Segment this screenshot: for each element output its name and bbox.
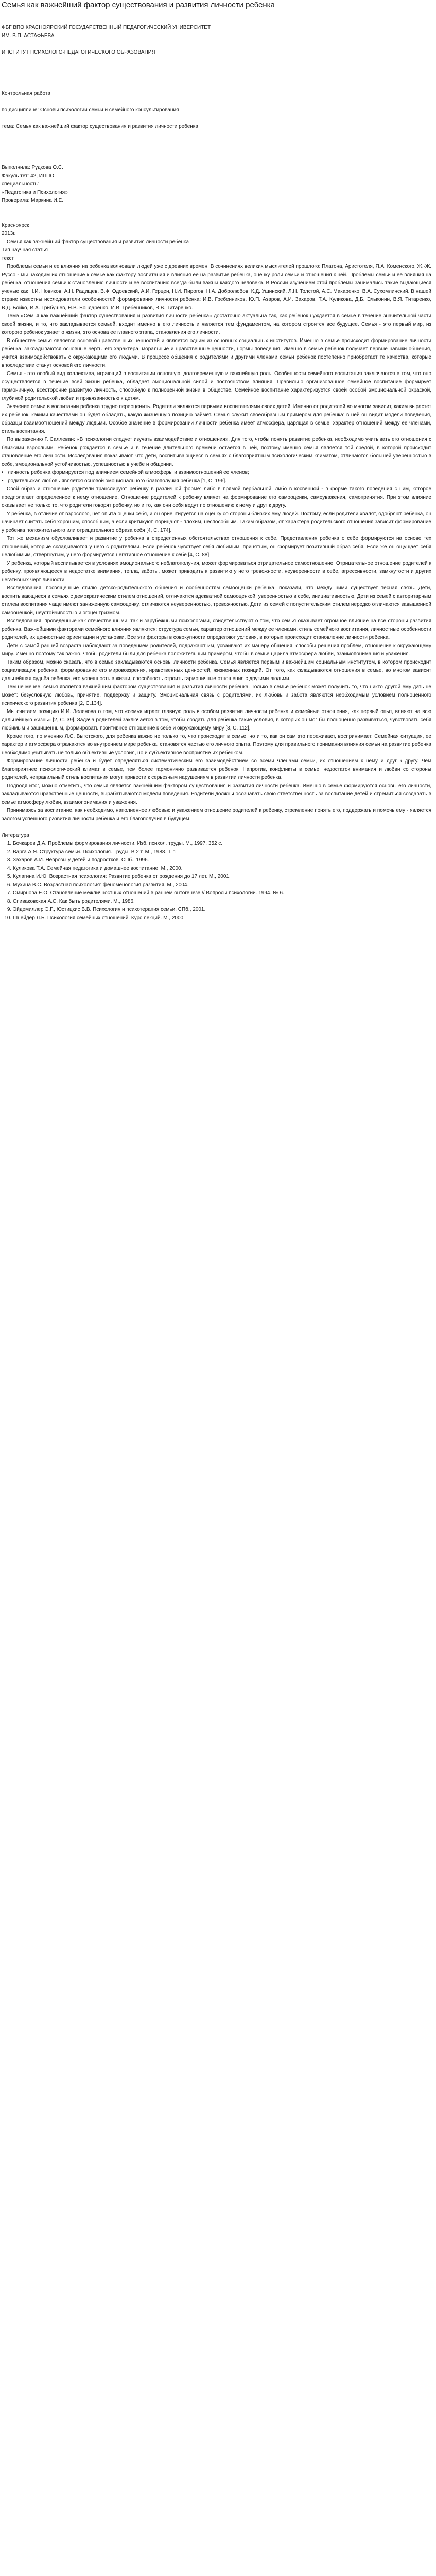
document-body: [2, 24, 431, 922]
paragraph: Формирование личности ребенка и будет определяться систематическим его взаимодействием со всеми членами семьи, их отношением к нему и друг к другу. Чем благоприятнее психологический климат в семье, тем более гармонично развивается ребенок. Напротив, конфликты в семье, недостаток внимания и любви со стороны родителей, неправильный стиль воспитания могут привести к серьезным нарушениям в развитии личности ребенка.: [2, 758, 431, 781]
paragraph: Тем не менее, семья является важнейшим фактором существования и развития личности ребенка. Только в семье ребенок может получить то, что никто другой ему дать не может: безусловную любовь, принятие, поддержку и защиту. Эмоциональная связь с родителями, их любовь и забота являются необходимым условием полноценного психического развития ребенка [2, С.134].: [2, 684, 431, 706]
checked-by: Проверила: Маркина И.Е.: [2, 198, 63, 204]
reference-item: 5. Кулагина И.Ю. Возрастная психология: Развитие ребенка от рождения до 17 лет. М., 2001.: [13, 873, 431, 881]
paragraph: По выражению Г. Саллеван: «В психологии следует изучать взаимодействие и отношения». Для того, чтобы понять развитие ребенка, необходимо учитывать его отношения с близкими взрослыми. Ребенок рождается в семье и в течение длительного времени остается в ней, поэтому именно семья является той средой, в которой происходит становление его личности. Исследования показывают, что дети, воспитывающиеся в семьях с благоприятным психологическим климатом, отличаются большей уверенностью в себе, эмоциональной устойчивостью, успешностью в учебе и общении.: [2, 437, 431, 467]
paragraph: Тема «Семья как важнейший фактор существования и развития личности ребенка» достаточно актуальна так, как ребенок нуждается в семье в течение значительной части своей жизни, и то, что закладывается семьей, входит именно в его личность и является тем фундаментом, на котором строится все будущее. Семья - это первый мир, из которого ребенок узнает о жизни, это основа ее главного этапа, становления его личности.: [2, 313, 431, 335]
paragraph: В обществе семья является основой нравственных ценностей и является одним из основных социальных институтов. Именно в семье происходит формирование личности ребенка, закладываются основные черты его характера, моральные и нравственные ценности, нормы поведения. Именно в семье ребенок получает первые навыки общения, учится взаимодействовать с окружающими его людьми. В процессе общения с родителями и другими членами семьи ребенок постепенно приобретает те качества, которые впоследствии станут основой его личности.: [2, 338, 431, 368]
list-item: • личность ребенка формируется под влиянием семейной атмосферы и взаимоотношений ее членов;: [8, 469, 431, 477]
city: Красноярск: [2, 223, 29, 228]
paragraph: Тот же механизм обусловливает и развитие у ребенка в определенных обстоятельствах отношения к себе. Представления ребенка о себе формируются на основе тех отношений, которые складываются у него с родителями. Если ребенок чувствует себя любимым, принятым, он формирует позитивный образ себя. Если же он ощущает себя нелюбимым, отвергнутым, у него формируется негативное отношение к себе [4, С. 88].: [2, 536, 431, 558]
reference-item: 10. Шнейдер Л.Б. Психология семейных отношений. Курс лекций. М., 2000.: [13, 914, 431, 922]
paragraph: Принимаясь за воспитание, как необходимо, наполненное любовью и уважением отношение родителей к ребенку, стремление понять его, поддержать и помочь ему - является залогом успешного развития личности ребенка и его благополучия в будущем.: [2, 808, 431, 822]
topic: тема: Семья как важнейший фактор существования и развития личности ребенка: [2, 124, 198, 129]
paragraph: У ребенка, который воспитывается в условиях эмоционального неблагополучия, может формироваться отрицательное самоотношение. Отрицательное отношение родителей к ребенку, проявляющееся в недостатке внимания, тепла, заботы, может приводить к развитию у него тревожности, неуверенности в себе, агрессивности, замкнутости и других негативных черт личности.: [2, 561, 431, 583]
reference-item: 3. Захаров А.И. Неврозы у детей и подростков. СПб., 1996.: [13, 856, 431, 865]
paragraph: Исследования, посвященные стилю детско-родительского общения и особенностям самооценки ребенка, показали, что между ними существует тесная связь. Дети, воспитывающиеся в семьях с демократическим стилем отношений, отличаются адекватной самооценкой, уверенностью в себе, инициативностью. Дети из семей с авторитарным стилем воспитания чаще имеют заниженную самооценку, отличаются неуверенностью, тревожностью. Дети из семей с попустительским стилем нередко отличаются завышенной самооценкой, неустойчивостью и эгоцентризмом.: [2, 585, 431, 616]
reference-item: 9. Эйдемиллер Э.Г., Юстицкис В.В. Психология и психотерапия семьи. СПб., 2001.: [13, 906, 431, 914]
author: Выполнила: Рудкова О.С.: [2, 165, 63, 171]
paragraph: Исследования, проведенные как отечественными, так и зарубежными психологами, свидетельствуют о том, что семья оказывает огромное влияние на все стороны развития ребенка. Важнейшими факторами семейного влияния являются: структура семьи, характер отношений между ее членами, стиль семейного воспитания, личностные особенности родителей, их ценностные ориентации и установки. Все эти факторы в совокупности определяют условия, в которых происходит становление личности ребенка.: [2, 618, 431, 640]
list-item: • родительская любовь является основой эмоционального благополучия ребенка [1, С. 196].: [8, 477, 431, 485]
references-heading: Литература: [2, 833, 29, 838]
institution-line-1: ФБГ ВПО КРАСНОЯРСКИЙ ГОСУДАРСТВЕННЫЙ ПЕДАГОГИЧЕСКИЙ УНИВЕРСИТЕТ: [2, 25, 211, 30]
reference-item: 7. Смирнова Е.О. Становление межличностных отношений в раннем онтогенезе // Вопросы психологии. 1994. № 6.: [13, 889, 431, 897]
reference-item: 4. Куликова Т.А. Семейная педагогика и домашнее воспитание. М., 2000.: [13, 865, 431, 873]
paragraph: Семья - это особый вид коллектива, играющий в воспитании основную, долговременную и важнейшую роль. Особенности семейного воспитания заключаются в том, что оно осуществляется в течение всей жизни ребенка, обладает эмоциональной силой и постоянством влияния. Правильно организованное семейное воспитание формирует гармоничную, всесторонне развитую личность, способную к полноценной жизни в обществе. Семейное воспитание характеризуется своей особой эмоциональной окраской, глубиной родительской любви и привязанностью к детям.: [2, 371, 431, 401]
paragraphs-part-2: [2, 485, 431, 823]
work-type: Контрольная работа: [2, 91, 50, 96]
paragraph: Подводя итог, можно отметить, что семья является важнейшим фактором существования и развития личности ребенка. Именно в семье формируются основы его личности, закладываются нравственные ценности, вырабатываются модели поведения. Родители должны осознавать свою ответственность за воспитание детей и стремиться создавать в семье атмосферу любви, взаимопонимания и уважения.: [2, 783, 431, 805]
document-title: Семья как важнейший фактор существования и развития личности ребенка: [2, 1, 275, 9]
discipline: по дисциплине: Основы психологии семьи и семейного консультирования: [2, 107, 179, 113]
reference-item: 8. Спиваковская А.С. Как быть родителями. М., 1986.: [13, 897, 431, 906]
institution-line-2: ИМ. В.П. АСТАФЬЕВА: [2, 33, 55, 39]
reference-item: 1. Бочкарев Д.А. Проблемы формирования личности. Изб. психол. труды. М., 1997. 352 с.: [13, 840, 431, 848]
speciality: «Педагогика и Психология»: [2, 190, 68, 195]
references-list: [2, 840, 431, 922]
paragraph: Проблемы семьи и ее влияния на ребенка волновали людей уже с древних времен. В сочинениях великих мыслителей прошлого: Платона, Аристотеля, Я.А. Коменского, Ж.-Ж. Руссо - мы находим их отношение к семье как фактору воспитания и влияния ее на развитие ребенка, оценку роли семьи и отношения к ней. Проблемы семьи и ее влияния на ребенка, отношения семьи к становлению личности и ее воспитанию всегда были важны каждого человека. В России изучением этой проблемы занимались такие выдающиеся ученые как Н.И. Новиков, А.Н. Радищев, В.Ф. Одоевский, А.И. Герцен, Н.И. Пирогов, Н.А. Добролюбов, К.Д. Ушинский, Л.Н. Толстой, А.С. Макаренко, В.А. Сухомлинский. В нашей стране известны исследователи особенностей формирования личности ребенка: И.В. Гребенников, Ю.П. Азаров, А.И. Захаров, Т.А. Куликова, Д.Б. Эльконин, В.Я. Титаренко, В.Д. Бойко, И.А. Трибушев, Н.В. Бондаренко, И.В. Гребенников, В.В. Титаренко.: [2, 264, 431, 311]
paragraphs-part-1: [2, 263, 431, 469]
speciality-label: специальность:: [2, 181, 39, 187]
section-heading: Семья как важнейший фактор существования и развития личности ребенка: [7, 239, 189, 245]
paragraph: Дети с самой ранней возраста наблюдают за поведением родителей, подражают им, усваивают их манеру общения, способы решения проблем, отношение к окружающему миру. Именно поэтому так важно, чтобы родители были для ребенка положительным примером, чтобы в семье царила атмосфера любви, взаимопонимания и уважения.: [2, 643, 431, 657]
article-type-label: Тип научная статья: [2, 247, 48, 253]
reference-item: 6. Мухина В.С. Возрастная психология: феноменология развития. М., 2004.: [13, 881, 431, 889]
paragraph: Таким образом, можно сказать, что в семье закладываются основы личности ребенка. Семья является первым и важнейшим социальным институтом, в котором происходит социализация ребенка, формирование его мировоззрения, нравственных ценностей, жизненных позиций. От того, как складываются отношения в семье, во многом зависит дальнейшая судьба ребенка, его успешность в жизни, способность строить гармоничные отношения с другими людьми.: [2, 659, 431, 682]
reference-item: 2. Варга А.Я. Структура семьи. Психология. Труды. В 2 т. М., 1988. Т. 1.: [13, 848, 431, 856]
paragraph: Мы считаем позицию И.И. Зеленова о том, что «семья играет главную роль в особом развитии личности ребенка и семейные отношения, как первый опыт, влияют на всю дальнейшую жизнь» [2, С. 39]. Задача родителей заключается в том, чтобы создать для ребенка такие условия, в которых он мог бы полноценно развиваться, чувствовать себя любимым и защищенным, формировать позитивное отношение к себе и окружающему миру [3, С. 112].: [2, 709, 431, 731]
bullet-list: [2, 469, 431, 485]
institute-name: ИНСТИТУТ ПСИХОЛОГО-ПЕДАГОГИЧЕСКОГО ОБРАЗОВАНИЯ: [2, 49, 156, 55]
paragraph: У ребенка, в отличие от взрослого, нет опыта оценки себя, и он ориентируется на оценку со стороны близких ему людей. Поэтому, если родители хвалят, одобряют ребенка, он начинает считать себя хорошим, способным, а если критикуют, порицают - плохим, неспособным. Таким образом, от характера родительского отношения зависит формирование у ребенка положительного или отрицательного образа себя [4, С. 174].: [2, 511, 431, 533]
text-label: текст: [2, 256, 14, 261]
faculty: Факуль тет: 42, ИППО: [2, 173, 55, 179]
paragraph: Свой образ и отношение родители транслируют ребенку в различной форме: либо в прямой вербальной, либо в косвенной - в форме такого поведения с ним, которое предполагает определенное к нему отношение. Отношение родителей к ребенку влияет на формирование его самооценки, самоуважения, самопринятия. При этом влияние оказывает не только то, что родители говорят ребенку, но и то, как они себя ведут по отношению к нему и друг к другу.: [2, 486, 431, 509]
paragraph: Кроме того, по мнению Л.С. Выготского, для ребенка важно не только то, что происходит в семье, но и то, как он сам это переживает, воспринимает. Семейная ситуация, ее характер и атмосфера отражаются во внутреннем мире ребенка, становятся частью его личного опыта. Поэтому для правильного понимания влияния семьи на развитие ребенка необходимо учитывать не только объективные условия, но и субъективное восприятие их ребенком.: [2, 734, 431, 756]
paragraph: Значение семьи в воспитании ребенка трудно переоценить. Родители являются первыми воспитателями своих детей. Именно от родителей во многом зависит, каким вырастет их ребенок, какими качествами он будет обладать, какую жизненную позицию займет. Семья служит своеобразным примером для ребенка: в ней он видит модели поведения, образцы взаимоотношений между людьми. Особое значение в формировании личности ребенка имеет атмосфера, царящая в семье, характер отношений между ее членами, стиль воспитания.: [2, 404, 431, 434]
year: 2013г.: [2, 231, 16, 236]
